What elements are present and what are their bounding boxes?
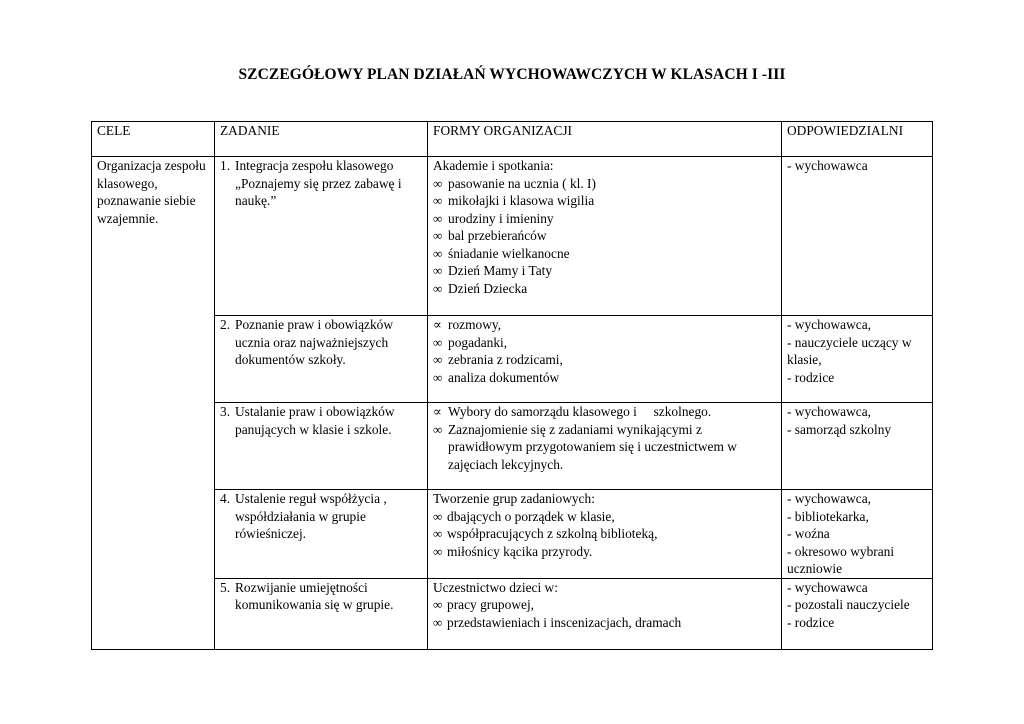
list-item: ∞ przedstawieniach i inscenizacjach, dramach [433, 614, 682, 630]
task-number: 1. [220, 158, 231, 173]
list-item: ∞ zebrania z rodzicami, [433, 352, 563, 367]
task-text: Ustalanie praw i obowiązków panujących w klasie i szkole. [235, 404, 395, 437]
list-item: ∞ pracy grupowej, [433, 597, 535, 612]
odpowiedzialni-cell [782, 157, 933, 316]
list-item: ∞ pasowanie na ucznia ( kl. I) [433, 175, 596, 191]
responsible-item: - woźna [787, 526, 830, 541]
formy-cell [428, 403, 782, 490]
responsible-item: - bibliotekarka, [787, 508, 869, 524]
header-cele: CELE [92, 122, 215, 157]
infinity-bullet-icon: ∞ [433, 334, 443, 350]
responsible-item: - wychowawca [787, 158, 868, 173]
responsible-item: - okresowo wybrani uczniowie [787, 543, 895, 576]
alpha-bullet-icon: ∝ [433, 317, 442, 332]
list-item: ∝ rozmowy, [433, 317, 502, 332]
zadanie-cell [215, 157, 428, 316]
task-text: Integracja zespołu klasowego „Poznajemy się przez zabawę i naukę.” [235, 158, 402, 208]
list-item: ∞ bal przebierańców [433, 228, 547, 243]
formy-intro: Uczestnictwo dzieci w: [433, 579, 558, 595]
infinity-bullet-icon: ∞ [433, 228, 443, 243]
infinity-bullet-icon: ∞ [433, 421, 443, 437]
task-text: Poznanie praw i obowiązków ucznia oraz najważniejszych dokumentów szkoły. [235, 317, 394, 367]
table-row [92, 316, 933, 403]
infinity-bullet-icon: ∞ [433, 280, 443, 296]
zadanie-cell [215, 578, 428, 649]
list-item: ∞ mikołajki i klasowa wigilia [433, 193, 595, 208]
list-item: ∞ Dzień Dziecka [433, 280, 528, 296]
table-row [92, 490, 933, 579]
formy-cell [428, 578, 782, 649]
odpowiedzialni-cell [782, 316, 933, 403]
task-number: 3. [220, 404, 231, 419]
list-item: ∞ dbających o porządek w klasie, [433, 508, 615, 524]
header-odpowiedzialni: ODPOWIEDZIALNI [782, 122, 933, 157]
plan-table [91, 121, 933, 650]
task-number: 4. [220, 491, 231, 506]
odpowiedzialni-cell [782, 403, 933, 490]
list-item: ∞ miłośnicy kącika przyrody. [433, 543, 593, 559]
infinity-bullet-icon: ∞ [433, 193, 443, 208]
infinity-bullet-icon: ∞ [433, 597, 443, 612]
list-item: ∞ Dzień Mamy i Taty [433, 263, 553, 278]
task-number: 2. [220, 317, 231, 332]
infinity-bullet-icon: ∞ [433, 352, 443, 367]
responsible-item: - rodzice [787, 614, 835, 630]
infinity-bullet-icon: ∞ [433, 245, 443, 261]
infinity-bullet-icon: ∞ [433, 614, 443, 630]
list-item: ∞ Zaznajomienie się z zadaniami wynikającymi z prawidłowym przygotowaniem się i uczestnictwem w zajęciach lekcyjnych. [433, 421, 737, 472]
zadanie-cell [215, 403, 428, 490]
infinity-bullet-icon: ∞ [433, 210, 443, 226]
page-title: SZCZEGÓŁOWY PLAN DZIAŁAŃ WYCHOWAWCZYCH W KLASACH I -III [238, 66, 786, 83]
responsible-item: - wychowawca [787, 579, 868, 595]
formy-cell [428, 490, 782, 579]
infinity-bullet-icon: ∞ [433, 526, 443, 541]
list-item: ∞ pogadanki, [433, 334, 508, 350]
odpowiedzialni-cell [782, 490, 933, 579]
infinity-bullet-icon: ∞ [433, 543, 443, 559]
table-row [92, 157, 933, 316]
task-text: Ustalenie reguł współżycia , współdziałania w grupie rówieśniczej. [235, 491, 387, 541]
responsible-item: - rodzice [787, 369, 835, 385]
responsible-item: - nauczyciele uczący w klasie, [787, 334, 912, 367]
list-item: ∝ Wybory do samorządu klasowego i szkolnego. [433, 404, 712, 419]
task-text: Rozwijanie umiejętności komunikowania się w grupie. [235, 579, 394, 612]
list-item: ∞ współpracujących z szkolną biblioteką, [433, 526, 658, 541]
infinity-bullet-icon: ∞ [433, 263, 443, 278]
infinity-bullet-icon: ∞ [433, 508, 443, 524]
responsible-item: - wychowawca, [787, 491, 872, 506]
responsible-item: - wychowawca, [787, 317, 872, 332]
cele-cell: Organizacja zespołu klasowego, poznawanie siebie wzajemnie. [92, 157, 215, 650]
formy-cell [428, 316, 782, 403]
infinity-bullet-icon: ∞ [433, 369, 443, 385]
alpha-bullet-icon: ∝ [433, 404, 442, 419]
formy-intro: Akademie i spotkania: [433, 158, 554, 173]
responsible-item: - pozostali nauczyciele [787, 597, 910, 612]
zadanie-cell [215, 490, 428, 579]
table-header-row [92, 122, 933, 157]
header-zadanie: ZADANIE [215, 122, 428, 157]
responsible-item: - wychowawca, [787, 404, 872, 419]
list-item: ∞ śniadanie wielkanocne [433, 245, 570, 261]
formy-cell [428, 157, 782, 316]
infinity-bullet-icon: ∞ [433, 175, 443, 191]
list-item: ∞ urodziny i imieniny [433, 210, 554, 226]
odpowiedzialni-cell [782, 578, 933, 649]
formy-intro: Tworzenie grup zadaniowych: [433, 491, 595, 506]
table-row [92, 403, 933, 490]
task-number: 5. [220, 579, 231, 595]
header-formy: FORMY ORGANIZACJI [428, 122, 782, 157]
zadanie-cell [215, 316, 428, 403]
responsible-item: - samorząd szkolny [787, 421, 892, 437]
table-row [92, 578, 933, 649]
list-item: ∞ analiza dokumentów [433, 369, 560, 385]
